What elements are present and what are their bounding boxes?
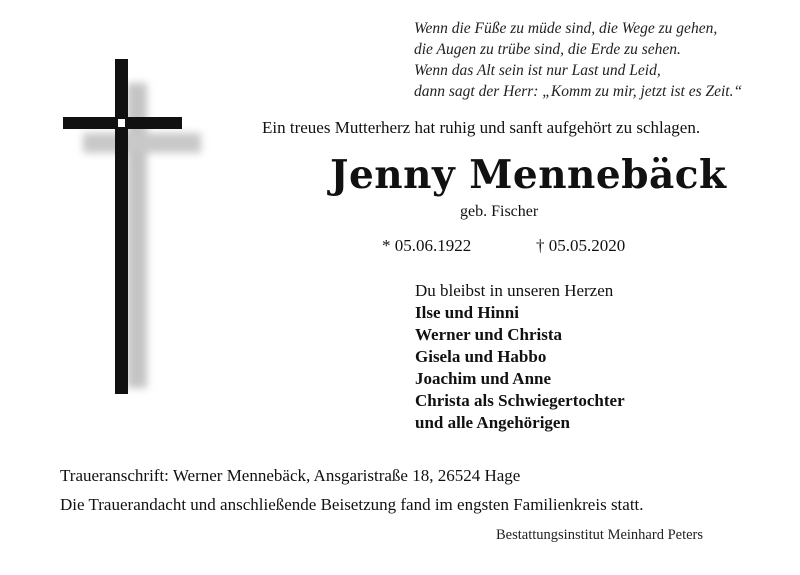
intro-text: Ein treues Mutterherz hat ruhig und sanft aufgehört zu schlagen. [262,118,701,137]
poem-line: Wenn das Alt sein ist nur Last und Leid, [414,62,661,79]
cross-icon [55,55,215,400]
poem-line: dann sagt der Herr: „Komm zu mir, jetzt ist es Zeit.“ [414,83,743,100]
mourners-list [415,280,625,434]
maiden-name: geb. Fischer [460,203,539,220]
death-date: † 05.05.2020 [536,236,626,255]
mourner-name: Ilse und Hinni [415,303,519,322]
birth-date: * 05.06.1922 [382,236,472,255]
service-note: Die Trauerandacht und anschließende Beisetzung fand im engsten Familienkreis statt. [60,495,644,514]
cross-vertical-beam [115,59,128,394]
cross-shadow-horizontal [83,133,201,153]
mourner-name: Gisela und Habbo [415,347,547,366]
cross-center-highlight [118,119,125,127]
mourning-address: Traueranschrift: Werner Mennebäck, Ansgaristraße 18, 26524 Hage [60,466,521,485]
mourner-name: Werner und Christa [415,325,563,344]
mourner-name: Christa als Schwiegertochter [415,391,625,410]
undertaker: Bestattungsinstitut Meinhard Peters [496,527,704,543]
mourner-name: und alle Angehörigen [415,413,570,432]
poem [414,18,784,102]
mourner-name: Joachim und Anne [415,369,552,388]
mourners-lead: Du bleibst in unseren Herzen [415,281,614,300]
poem-line: die Augen zu trübe sind, die Erde zu sehen. [414,41,681,58]
deceased-name: Jenny Mennebäck [330,152,727,198]
poem-line: Wenn die Füße zu müde sind, die Wege zu gehen, [414,20,718,37]
